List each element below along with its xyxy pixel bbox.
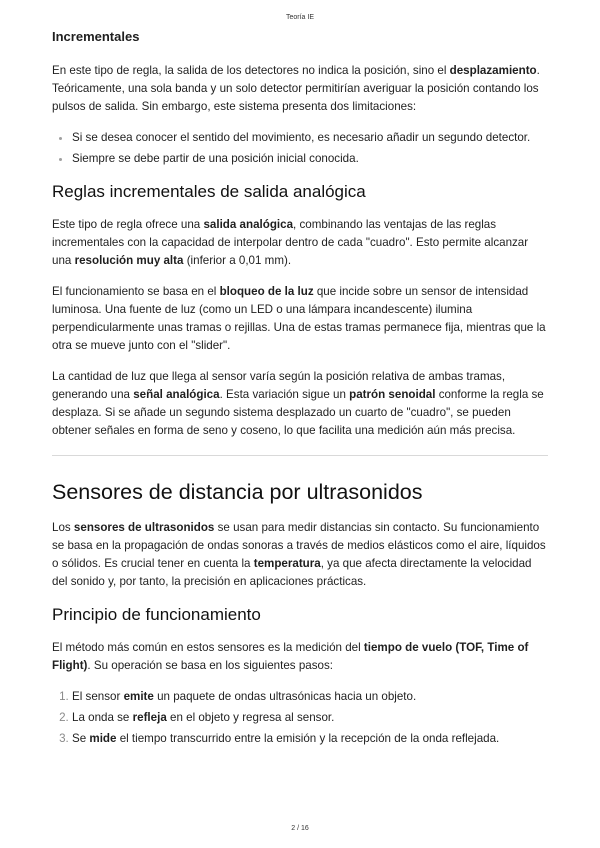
section-divider: [52, 455, 548, 456]
paragraph-analogica-3: La cantidad de luz que llega al sensor varía según la posición relativa de ambas tramas, generando una señal analógica. Esta variación sigue un patrón senoidal conforme la regla se desplaza. Si se añade un segundo sistema desplazado un cuarto de "cuadro", se pueden obtener señales en forma de seno y coseno, lo que facilita una medición aún más precisa.: [52, 370, 544, 437]
paragraph-ultrasonidos: Los sensores de ultrasonidos se usan para medir distancias sin contacto. Su funcionamiento se basa en la propagación de ondas sonoras a través de medios elásticos como el aire, líquidos o sólidos. Es crucial tener en cuenta la temperatura, ya que afecta directamente la velocidad del sonido y, por tanto, la precisión en aplicaciones prácticas.: [52, 521, 546, 588]
heading-salida-analogica: Reglas incrementales de salida analógica: [52, 182, 366, 201]
paragraph-analogica-1: Este tipo de regla ofrece una salida analógica, combinando las ventajas de las reglas incrementales con la capacidad de interpolar dentro de cada "cuadro". Esto permite alcanzar una resolución muy alta (inferior a 0,01 mm).: [52, 218, 529, 267]
limitations-list: [52, 129, 548, 168]
paragraph-analogica-2: El funcionamiento se basa en el bloqueo de la luz que incide sobre un sensor de intensidad luminosa. Una fuente de luz (como un LED o una lámpara incandescente) ilumina perpendicularmente unas tramas o rejillas. Una de estas tramas permanece fija, mientras que la otra se mueve junto con el "slider".: [52, 285, 546, 352]
page-number: 2 / 16: [291, 825, 309, 832]
steps-list: [52, 688, 548, 748]
heading-incrementales: Incrementales: [52, 29, 140, 44]
list-item: • Siempre se debe partir de una posición inicial conocida.: [72, 150, 548, 168]
heading-ultrasonidos: Sensores de distancia por ultrasonidos: [52, 480, 423, 504]
paragraph-incrementales: En este tipo de regla, la salida de los detectores no indica la posición, sino el desplazamiento. Teóricamente, una sola banda y un solo detector permitirían averiguar la posición contando los pulsos de salida. Sin embargo, este sistema presenta dos limitaciones:: [52, 64, 540, 113]
page-header: Teoría IE: [285, 14, 314, 21]
list-item: 3. Se mide el tiempo transcurrido entre la emisión y la recepción de la onda reflejada.: [72, 730, 548, 748]
document-body: [52, 28, 548, 761]
list-item: • Si se desea conocer el sentido del movimiento, es necesario añadir un segundo detector.: [72, 129, 548, 147]
list-item: 2. La onda se refleja en el objeto y regresa al sensor.: [72, 709, 548, 727]
list-item: 1. El sensor emite un paquete de ondas ultrasónicas hacia un objeto.: [72, 688, 548, 706]
paragraph-principio: El método más común en estos sensores es la medición del tiempo de vuelo (TOF, Time of Flight). Su operación se basa en los siguientes pasos:: [52, 641, 529, 672]
heading-principio: Principio de funcionamiento: [52, 605, 261, 624]
